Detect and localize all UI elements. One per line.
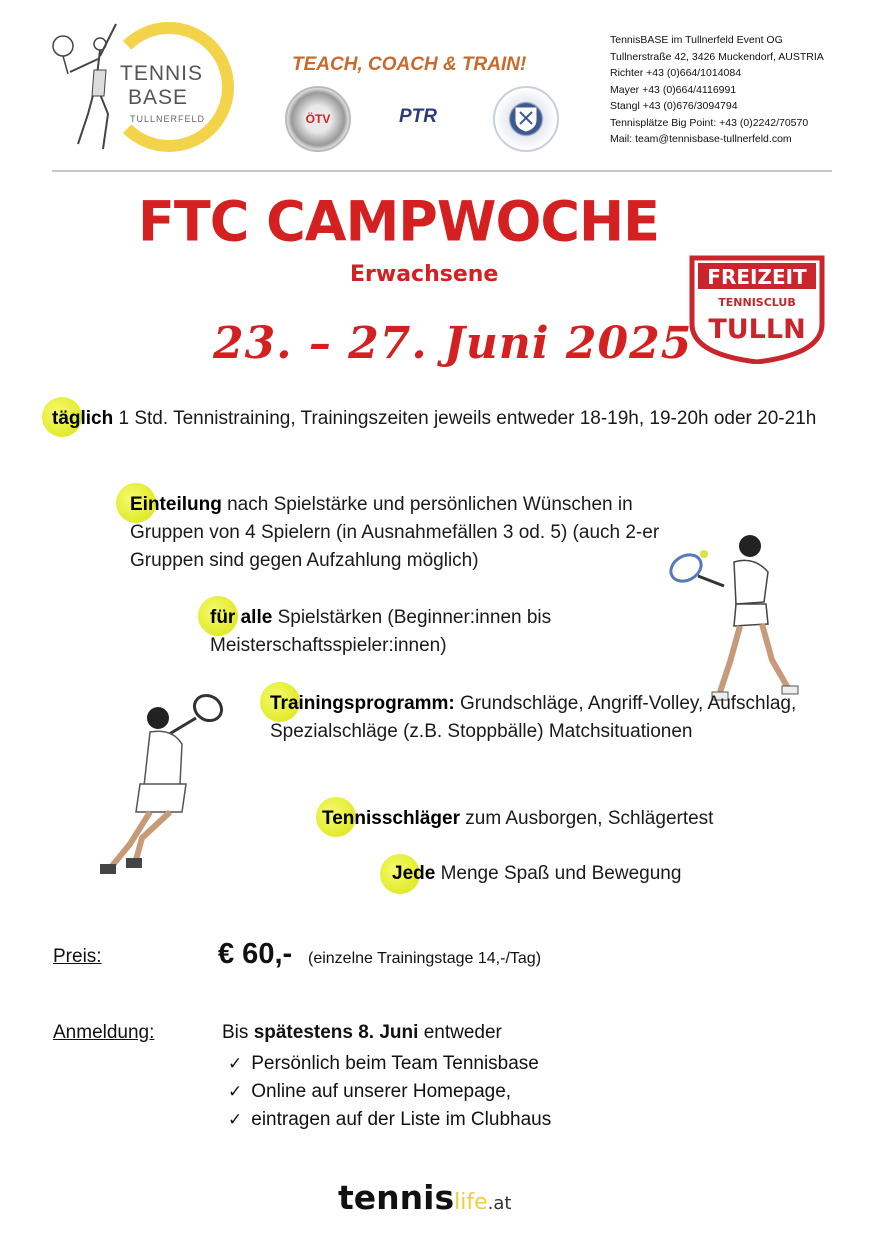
logo-line1: TENNIS (120, 62, 204, 85)
logo-line2: BASE (128, 86, 189, 109)
club-logo-line3: TULLN (708, 314, 806, 345)
point-fun: Jede Menge Spaß und Bewegung (392, 860, 812, 888)
price-amount: € 60,- (218, 938, 293, 970)
page-title: FTC CAMPWOCHE (138, 189, 660, 254)
otv-badge-icon: ÖTV (285, 86, 351, 152)
registration-option: ✓ Persönlich beim Team Tennisbase (228, 1050, 551, 1078)
contact-block (610, 32, 824, 148)
logo-line3: TULLNERFELD (130, 114, 206, 124)
registration-option: ✓ eintragen auf der Liste im Clubhaus (228, 1106, 551, 1134)
gptca-badge-icon (493, 86, 559, 152)
price-label: Preis: (53, 946, 102, 967)
club-logo (688, 254, 826, 364)
point-all-levels: für alle Spielstärken (Beginner:innen bis Meisterschaftsspieler:innen) (210, 604, 670, 660)
header-divider (52, 170, 832, 172)
contact-stangl: Stangl +43 (0)676/3094794 (610, 100, 738, 112)
male-tennis-player-icon (664, 532, 800, 708)
ptr-badge-icon: PTR (399, 106, 437, 127)
registration-option: ✓ Online auf unserer Homepage, (228, 1078, 551, 1106)
tagline: TEACH, COACH & TRAIN! (292, 54, 527, 75)
contact-courts: Tennisplätze Big Point: +43 (0)2242/70570 (610, 116, 809, 129)
registration-deadline: Bis spätestens 8. Juni entweder (222, 1022, 502, 1043)
club-logo-line2: TENNISCLUB (718, 296, 796, 309)
contact-richter: Richter +43 (0)664/1014084 (610, 67, 742, 79)
female-tennis-player-icon (96, 688, 230, 884)
tennislife-logo: tennislife.at (338, 1178, 512, 1217)
contact-mayer: Mayer +43 (0)664/4116991 (610, 83, 737, 96)
point-rackets: Tennisschläger zum Ausborgen, Schlägertest (322, 805, 842, 833)
registration-label: Anmeldung: (53, 1022, 155, 1043)
tennisbase-logo (48, 14, 248, 164)
contact-company: TennisBASE im Tullnerfeld Event OG (610, 34, 783, 46)
page-subtitle: Erwachsene (350, 262, 499, 287)
contact-mail: Mail: team@tennisbase-tullnerfeld.com (610, 133, 792, 145)
price-note: (einzelne Trainingstage 14,-/Tag) (308, 950, 542, 967)
club-logo-line1: FREIZEIT (707, 265, 807, 289)
registration-options (228, 1050, 551, 1134)
contact-address: Tullnerstraße 42, 3426 Muckendorf, AUSTRIA (610, 50, 824, 63)
point-daily: täglich 1 Std. Tennistraining, Trainingszeiten jeweils entweder 18-19h, 19-20h oder 20-21h (52, 405, 822, 433)
event-date: 23. – 27. Juni 2025 (213, 318, 693, 369)
point-program: Trainingsprogramm: Grundschläge, Angriff-Volley, Aufschlag, Spezialschläge (z.B. Stoppbälle) Matchsituationen (270, 690, 800, 746)
point-groups: Einteilung nach Spielstärke und persönlichen Wünschen in Gruppen von 4 Spielern (in Ausnahmefällen 3 od. 5) (auch 2-er Gruppen sind gegen Aufzahlung möglich) (130, 491, 710, 575)
